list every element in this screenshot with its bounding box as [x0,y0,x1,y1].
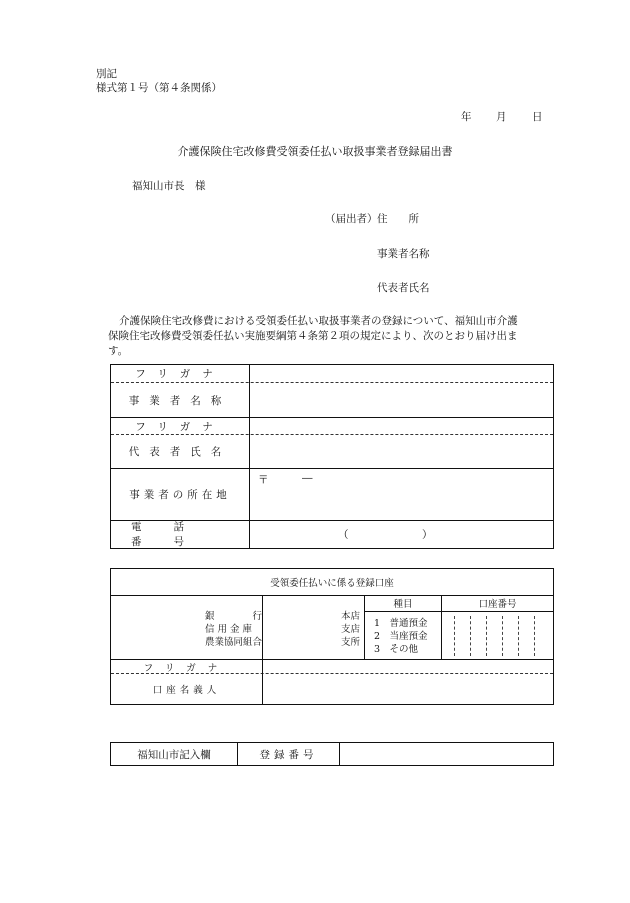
representative-name-field[interactable] [250,435,553,468]
representative-label: 代表者氏名 [377,282,430,294]
branch-label: 支店 [341,624,361,635]
account-holder-field[interactable] [263,674,553,704]
city-use-label: 福知山市記入欄 [137,748,211,761]
deposit-type-header: 種目 [393,599,413,610]
phone-field[interactable] [250,521,553,547]
bank-label: 銀 行 [205,611,263,622]
phone-paren-open: （ [338,529,349,541]
postal-dash: ― [302,472,313,484]
body-text-line2: 保険住宅改修費受領委任払い実施要綱第４条第２項の規定により、次のとおり届け出ま [108,330,518,342]
representative-furigana-field[interactable] [250,418,553,434]
form-number: 様式第１号（第４条関係） [96,82,222,94]
document-title: 介護保険住宅改修費受領委任払い取扱事業者登録届出書 [177,145,453,158]
addressee: 福知山市長 様 [132,180,206,192]
location-field[interactable] [250,469,553,520]
registration-number-label: 登録番号 [259,748,318,761]
appendix-label: 別記 [96,68,117,80]
registration-number-field[interactable] [340,743,553,765]
city-use-table [110,742,554,766]
phone-label: 電話番号 [131,521,216,548]
account-heading: 受領委任払いに係る登録口座 [270,578,394,589]
company-name-label: 事業者名称 [377,248,430,260]
deposit-type-ordinary[interactable]: 1 普通預金 [374,618,428,629]
location-label: 事業者の所在地 [129,489,231,501]
bank-account-table [110,568,554,705]
deposit-type-other[interactable]: 3 その他 [374,644,419,655]
holder-furigana-field[interactable] [263,660,553,673]
date-month: 月 [496,111,507,123]
furigana-label: フリガナ [135,368,225,380]
postal-mark: 〒 [258,474,269,486]
phone-paren-close: ） [422,529,433,541]
date-day: 日 [532,111,543,123]
date-year: 年 [461,111,472,123]
account-number-header: 口座番号 [478,599,517,610]
furigana-label-2: フリガナ [135,420,225,433]
company-furigana-field[interactable] [250,365,553,382]
credit-union-label: 信 用 金 庫 [205,624,253,635]
account-number-field[interactable] [442,612,553,659]
body-text-line3: す。 [108,345,129,357]
deposit-type-current[interactable]: 2 当座預金 [374,631,428,642]
company-name-field[interactable] [250,383,553,417]
sub-branch-label: 支所 [341,637,361,648]
address-label: 住 所 [377,213,419,225]
body-text-line1: 介護保険住宅改修費における受領委任払い取扱事業者の登録について、福知山市介護 [119,315,518,327]
head-office-label: 本店 [341,611,361,622]
applicant-prefix: （届出者） [325,213,378,225]
company-name-cell-label: 事業者名称 [128,394,232,407]
agri-coop-label: 農業協同組合 [205,637,263,648]
business-info-table [110,364,554,549]
holder-furigana-label: フリガナ [143,662,230,674]
representative-name-label: 代表者氏名 [128,446,232,458]
account-holder-label: 口座名義人 [152,685,221,696]
